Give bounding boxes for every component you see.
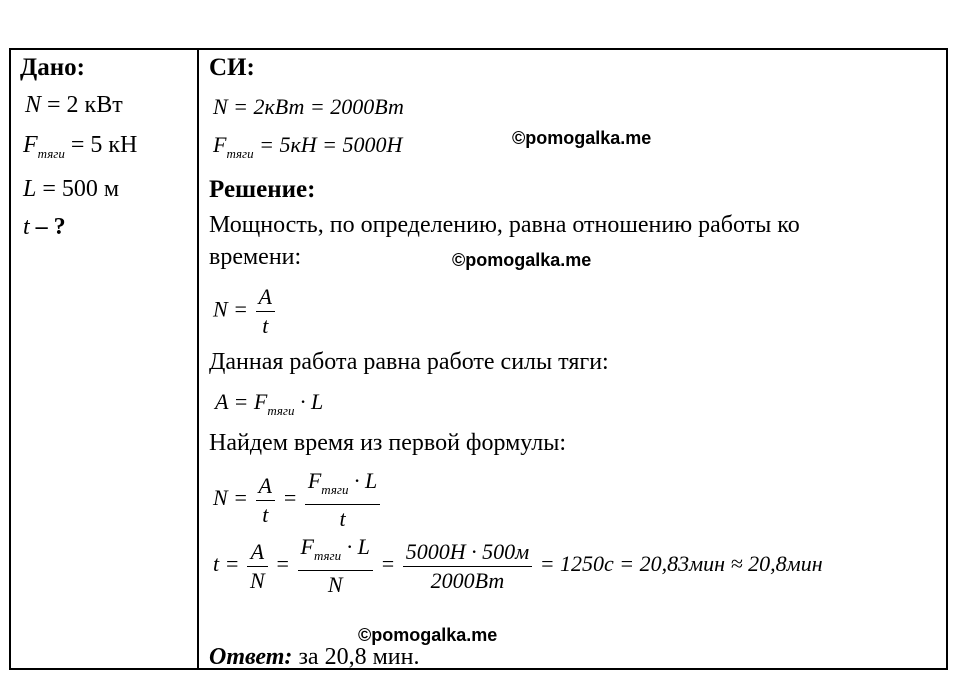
given-unknown-time: t – ?: [23, 214, 66, 240]
solution-text-2: Данная работа равна работе силы тяги:: [209, 349, 609, 375]
formula-time-calculation: t = $\frac{A}{N}$ = $\frac{F_{тяги} \cdot L}{N}$ = $\frac{5000Н \cdot 500м}{2000Вт}$ = 1250с = 20,83мин ≈ 20,8мин: [213, 534, 823, 597]
solution-table: [9, 48, 948, 670]
given-power: N = 2 кВт: [25, 92, 123, 118]
watermark-2: ©pomogalka.me: [452, 250, 592, 270]
si-force-line: $F_{тяги} = 5кН = 5000Н$: [213, 132, 403, 161]
solution-text-1-line-1: Мощность, по определению, равна отношению работы ко: [209, 212, 800, 238]
given-header: Дано:: [20, 54, 85, 81]
watermark-1: ©pomogalka.me: [512, 128, 652, 148]
formula-power-definition: N = $\frac{A}{t}$: [213, 284, 277, 339]
formula-work: $A = F_{тяги} \cdot L$: [215, 389, 324, 418]
solution-text-1-line-2: времени:: [209, 244, 302, 270]
solution-text-3: Найдем время из первой формулы:: [209, 430, 567, 456]
answer-text: за 20,8 мин.: [298, 644, 420, 670]
watermark-3: ©pomogalka.me: [358, 625, 498, 645]
given-traction-force: $F_{тяги} = 5$ кН: [23, 132, 138, 161]
si-header: СИ:: [209, 54, 255, 81]
given-distance: L = 500 м: [23, 176, 120, 202]
si-power-line: N = 2кВт = 2000Вт: [213, 94, 404, 119]
solution-header: Решение:: [209, 176, 316, 203]
answer-line: [209, 644, 419, 671]
formula-power-expanded: N = $\frac{A}{t}$ = $\frac{F_{тяги} \cdot L}{t}$: [213, 468, 382, 532]
column-divider: [197, 50, 199, 668]
answer-label: Ответ:: [209, 644, 293, 670]
